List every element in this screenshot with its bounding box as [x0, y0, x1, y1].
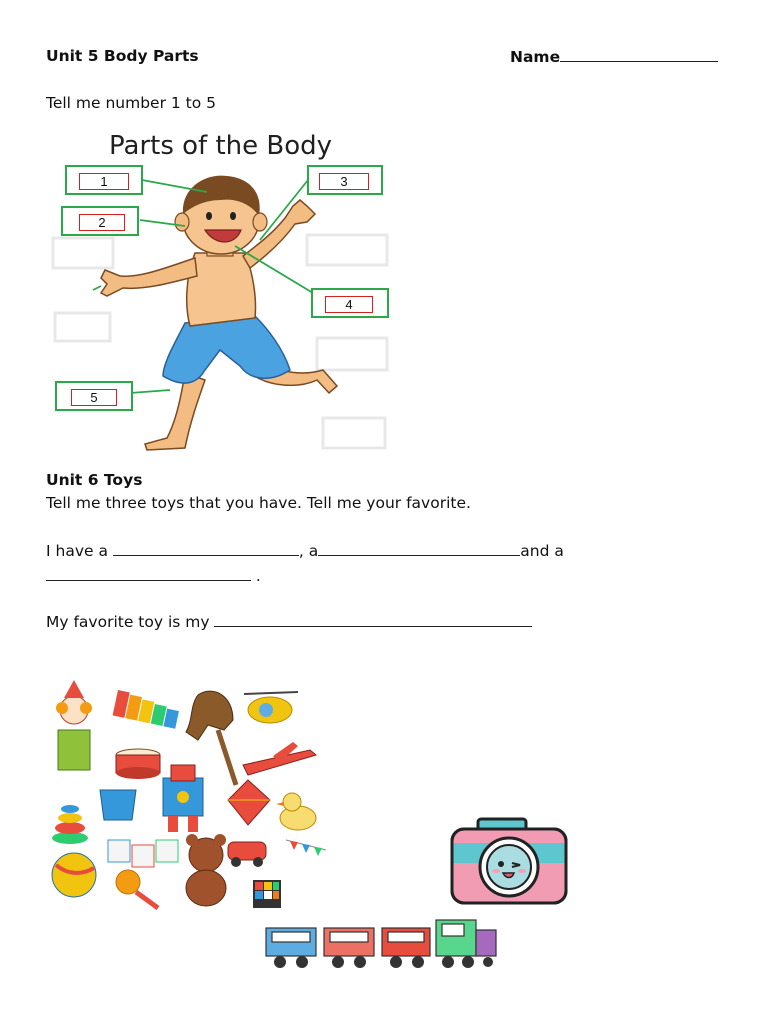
- diagram-title: Parts of the Body: [109, 131, 333, 161]
- label-box-5[interactable]: [55, 381, 133, 411]
- label-4: 4: [325, 296, 373, 313]
- label-3: 3: [319, 173, 369, 190]
- label-2: 2: [79, 214, 125, 231]
- toy-blank-2[interactable]: [318, 540, 520, 556]
- label-5: 5: [71, 389, 117, 406]
- label-box-4[interactable]: [311, 288, 389, 318]
- toys-collage-icon: [48, 670, 328, 915]
- unit5-instruction: Tell me number 1 to 5: [46, 94, 217, 112]
- toy-train-icon: [262, 912, 502, 970]
- label-box-1[interactable]: [65, 165, 143, 195]
- toys-line-2: [46, 565, 261, 586]
- kawaii-camera-icon: [448, 815, 570, 907]
- toys-line-1-sep: , a: [298, 542, 319, 560]
- body-parts-diagram: [45, 118, 397, 455]
- toys-line-1-end: and a: [520, 542, 564, 560]
- label-box-2[interactable]: [61, 206, 139, 236]
- label-box-3[interactable]: [307, 165, 383, 195]
- unit6-instruction: Tell me three toys that you have. Tell me your favorite.: [46, 494, 471, 512]
- favorite-label: My favorite toy is my: [46, 613, 215, 631]
- name-label: Name: [510, 48, 561, 66]
- unit6-heading: Unit 6 Toys: [46, 471, 143, 489]
- favorite-blank[interactable]: [214, 611, 532, 627]
- toys-line-1: [46, 540, 564, 561]
- toys-line-1-start: I have a: [46, 542, 113, 560]
- name-field[interactable]: [510, 46, 718, 67]
- toy-blank-3[interactable]: [46, 565, 251, 581]
- toys-line-2-end: .: [251, 567, 261, 585]
- unit5-heading: Unit 5 Body Parts: [46, 47, 199, 65]
- toy-blank-1[interactable]: [113, 540, 299, 556]
- name-blank[interactable]: [560, 46, 718, 62]
- favorite-line: [46, 611, 532, 632]
- label-1: 1: [79, 173, 129, 190]
